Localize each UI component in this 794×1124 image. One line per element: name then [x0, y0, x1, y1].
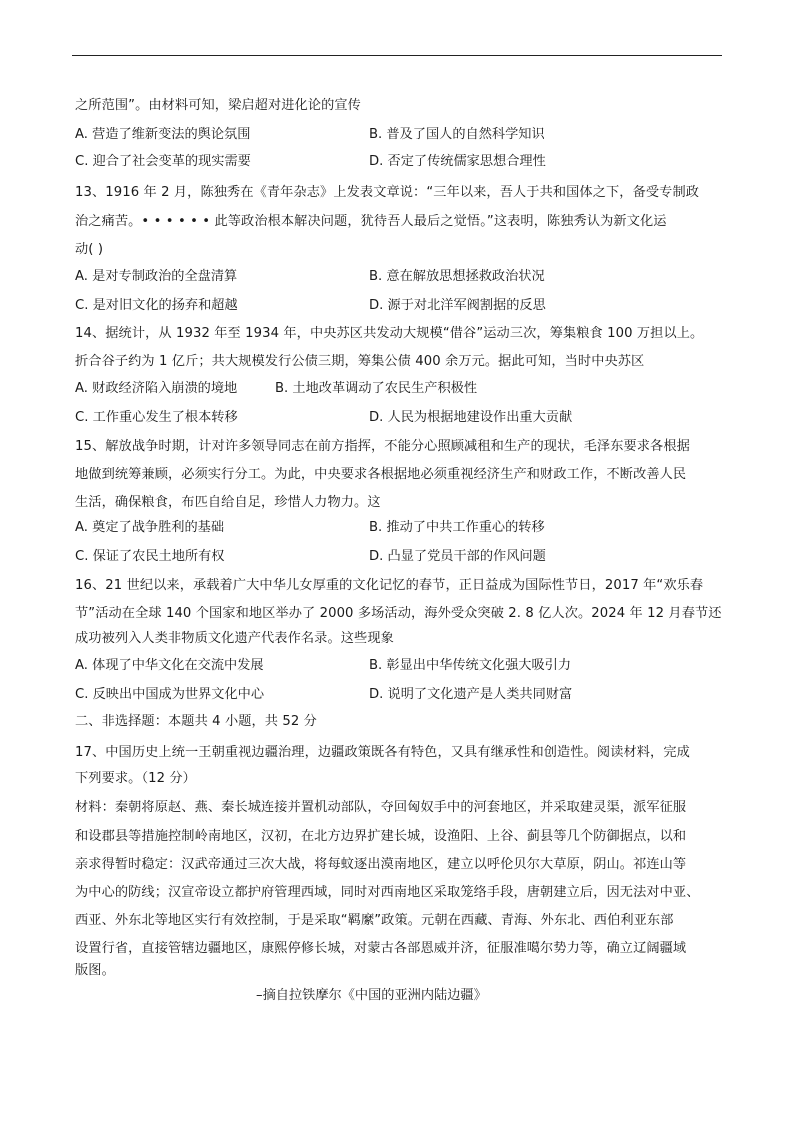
- q15-option-b: B. 推动了中共工作重心的转移: [369, 520, 545, 535]
- q13-stem-line3: 动( ): [75, 242, 104, 257]
- q13-stem-line1: 13、1916 年 2 月，陈独秀在《青年杂志》上发表文章说：“三年以来，吾人于共和国体之下，备受专制政: [75, 185, 700, 200]
- q13-option-c: C. 是对旧文化的扬弃和超越: [75, 298, 238, 313]
- q15-option-d: D. 凸显了党员干部的作风问题: [369, 549, 546, 564]
- q16-stem-line2: 节”活动在全球 140 个国家和地区举办了 2000 多场活动，海外受众突破 2. 8 亿人次。2024 年 12 月春节还: [75, 606, 722, 621]
- q16-option-b: B. 彰显出中华传统文化强大吸引力: [369, 658, 572, 673]
- q14-stem-line2: 折合谷子约为 1 亿斤；共大规模发行公债三期，筹集公债 400 余万元。据此可知，当时中央苏区: [75, 354, 645, 369]
- q16-option-a: A. 体现了中华文化在交流中发展: [75, 658, 264, 673]
- q17-stem-line1: 17、中国历史上统一王朝重视边疆治理，边疆政策既各有特色，又具有继承性和创造性。阅读材料，完成: [75, 745, 690, 760]
- q14-option-a: A. 财政经济陷入崩溃的境地: [75, 381, 238, 396]
- q17-material-line5: 西亚、外东北等地区实行有效控制，于是采取“羁縻”政策。元朝在西藏、青海、外东北、西伯利亚东部: [75, 913, 674, 928]
- q14-option-c: C. 工作重心发生了根本转移: [75, 410, 238, 425]
- q16-option-c: C. 反映出中国成为世界文化中心: [75, 687, 265, 702]
- q17-material-line3: 亲求得暂时稳定：汉武帝通过三次大战，将每蚊逐出漠南地区，建立以呼伦贝尔大草原，阴山。祁连山等: [75, 857, 687, 872]
- q15-option-a: A. 奠定了战争胜利的基础: [75, 520, 225, 535]
- q17-material-line7: 版图。: [75, 963, 115, 978]
- q13-option-a: A. 是对专制政治的全盘清算: [75, 269, 238, 284]
- q12-option-c: C. 迎合了社会变革的现实需要: [75, 154, 251, 169]
- q16-option-d: D. 说明了文化遗产是人类共同财富: [369, 687, 573, 702]
- q17-material-line6: 设置行省，直接管辖边疆地区，康熙停修长城，对蒙古各部恩威并济，征服准噶尔势力等，确立辽阔疆域: [75, 941, 687, 956]
- header-rule: [72, 55, 722, 56]
- q16-stem-line3: 成功被列入人类非物质文化遗产代表作名录。这些现象: [75, 631, 394, 646]
- q14-option-d: D. 人民为根据地建设作出重大贡献: [369, 410, 573, 425]
- q14-stem-line1: 14、据统计，从 1932 年至 1934 年，中央苏区共发动大规模“借谷”运动三次，筹集粮食 100 万担以上。: [75, 326, 704, 341]
- q15-stem-line3: 生活，确保粮食，布匹自给自足，珍惜人力物力。这: [75, 495, 381, 510]
- q12-option-a: A. 营造了维新变法的舆论氛围: [75, 127, 251, 142]
- q16-stem-line1: 16、21 世纪以来，承载着广大中华儿女厚重的文化记忆的春节，正日益成为国际性节日，2017 年“欢乐春: [75, 578, 704, 593]
- q15-stem-line2: 地做到统筹兼顾，必须实行分工。为此，中央要求各根据地必须重视经济生产和财政工作，不断改善人民: [75, 467, 687, 482]
- q12-option-b: B. 普及了国人的自然科学知识: [369, 127, 545, 142]
- q17-material-line1: 材料：秦朝将原赵、燕、秦长城连接并置机动部队，夺回匈奴手中的河套地区，并采取建灵渠，派军征服: [75, 800, 687, 815]
- q15-stem-line1: 15、解放战争时期，计对许多领导同志在前方指挥，不能分心照顾减租和生产的现状，毛泽东要求各根据: [75, 439, 690, 454]
- q15-option-c: C. 保证了农民土地所有权: [75, 549, 225, 564]
- q12-option-d: D. 否定了传统儒家思想合理性: [369, 154, 546, 169]
- section-heading: 二、非选择题：本题共 4 小题，共 52 分: [75, 714, 317, 729]
- q17-material-line2: 和设郡县等措施控制岭南地区，汉初，在北方边界扩建长城，设渔阳、上谷、蓟县等几个防御据点，以和: [75, 829, 687, 844]
- q17-source-citation: –摘自拉铁摩尔《中国的亚洲内陆边疆》: [256, 988, 487, 1003]
- q14-option-b: B. 土地改革调动了农民生产积极性: [275, 381, 478, 396]
- q13-stem-line2: 治之痛苦。• • • • • • 此等政治根本解决问题，犹待吾人最后之觉悟。”这表明，陈独秀认为新文化运: [75, 214, 667, 229]
- q13-option-d: D. 源于对北洋军阀割据的反思: [369, 298, 546, 313]
- q17-material-line4: 为中心的防线；汉宣帝设立都护府管理西域，同时对西南地区采取笼络手段，唐朝建立后，因无法对中亚、: [75, 885, 700, 900]
- q17-stem-line2: 下列要求。（12 分）: [75, 771, 196, 786]
- q12-stem: 之所范围”。由材料可知，梁启超对进化论的宣传: [75, 98, 361, 113]
- q13-option-b: B. 意在解放思想拯救政治状况: [369, 269, 545, 284]
